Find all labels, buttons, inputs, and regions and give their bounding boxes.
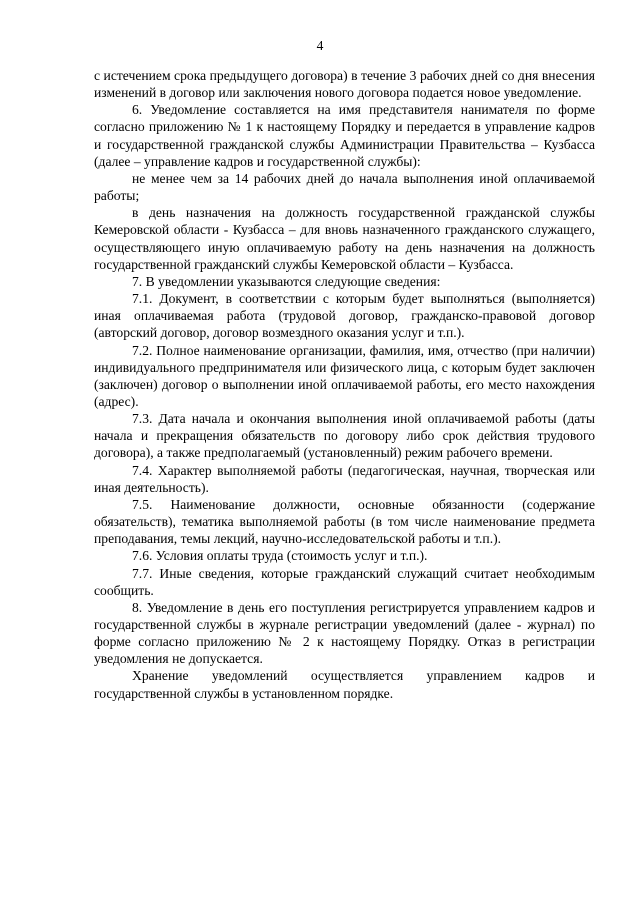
- paragraph-item-7-3: 7.3. Дата начала и окончания выполнения иной оплачиваемой работы (даты начала и прекращения обязательств по договору либо срок действия трудового договора), а также предполагаемый (установленный) режим рабочего времени.: [94, 411, 595, 461]
- paragraph-item-7-1: 7.1. Документ, в соответствии с которым будет выполняться (выполняется) иная оплачиваемая работа (трудовой договор, гражданско-правовой договор (авторский договор, договор возмездного оказания услуг и т.п.).: [94, 291, 595, 341]
- paragraph-item-7-2: 7.2. Полное наименование организации, фамилия, имя, отчество (при наличии) индивидуального предпринимателя или физического лица, с которым будет заключен (заключен) договор о выполнении иной оплачиваемой работы, его место нахождения (адрес).: [94, 342, 595, 409]
- paragraph-item-8: 8. Уведомление в день его поступления регистрируется управлением кадров и государственной службы в журнале регистрации уведомлений (далее - журнал) по форме согласно приложению № 2 к настоящему Порядку. Отказ в регистрации уведомления не допускается.: [94, 599, 595, 667]
- paragraph-item-7-7: 7.7. Иные сведения, которые гражданский служащий считает необходимым сообщить.: [94, 565, 595, 598]
- paragraph-storage: Хранение уведомлений осуществляется управлением кадров и государственной службы в установленном порядке.: [94, 668, 595, 701]
- paragraph-continuation: с истечением срока предыдущего договора) в течение 3 рабочих дней со дня внесения изменений в договор или заключения нового договора подается новое уведомление.: [94, 68, 595, 101]
- paragraph-item-7-5: 7.5. Наименование должности, основные обязанности (содержание обязательств), тематика выполняемой работы (в том числе наименование предмета преподавания, темы лекций, научно-исследовательской работы и т.п.).: [94, 496, 595, 547]
- page-number: 4: [316, 38, 324, 53]
- paragraph-item-7-6: 7.6. Условия оплаты труда (стоимость услуг и т.п.).: [132, 548, 428, 564]
- paragraph-item-7: 7. В уведомлении указываются следующие сведения:: [132, 273, 441, 289]
- paragraph-appointment-day: в день назначения на должность государственной гражданской службы Кемеровской области - Кузбасса – для вновь назначенного гражданского служащего, осуществляющего иную оплачиваемую работу на день назначения на должность государственной гражданский службы Кемеровской области – Кузбасса.: [94, 205, 595, 272]
- paragraph-item-6: 6. Уведомление составляется на имя представителя нанимателя по форме согласно приложению № 1 к настоящему Порядку и передается в управление кадров и государственной гражданской службы Администрации Правительства – Кузбасса (далее – управление кадров и государственной службы):: [94, 102, 595, 169]
- paragraph-deadline-14-days: не менее чем за 14 рабочих дней до начала выполнения иной оплачиваемой работы;: [94, 170, 595, 204]
- paragraph-item-7-4: 7.4. Характер выполняемой работы (педагогическая, научная, творческая или иная деятельность).: [94, 462, 595, 495]
- document-body: [94, 67, 595, 702]
